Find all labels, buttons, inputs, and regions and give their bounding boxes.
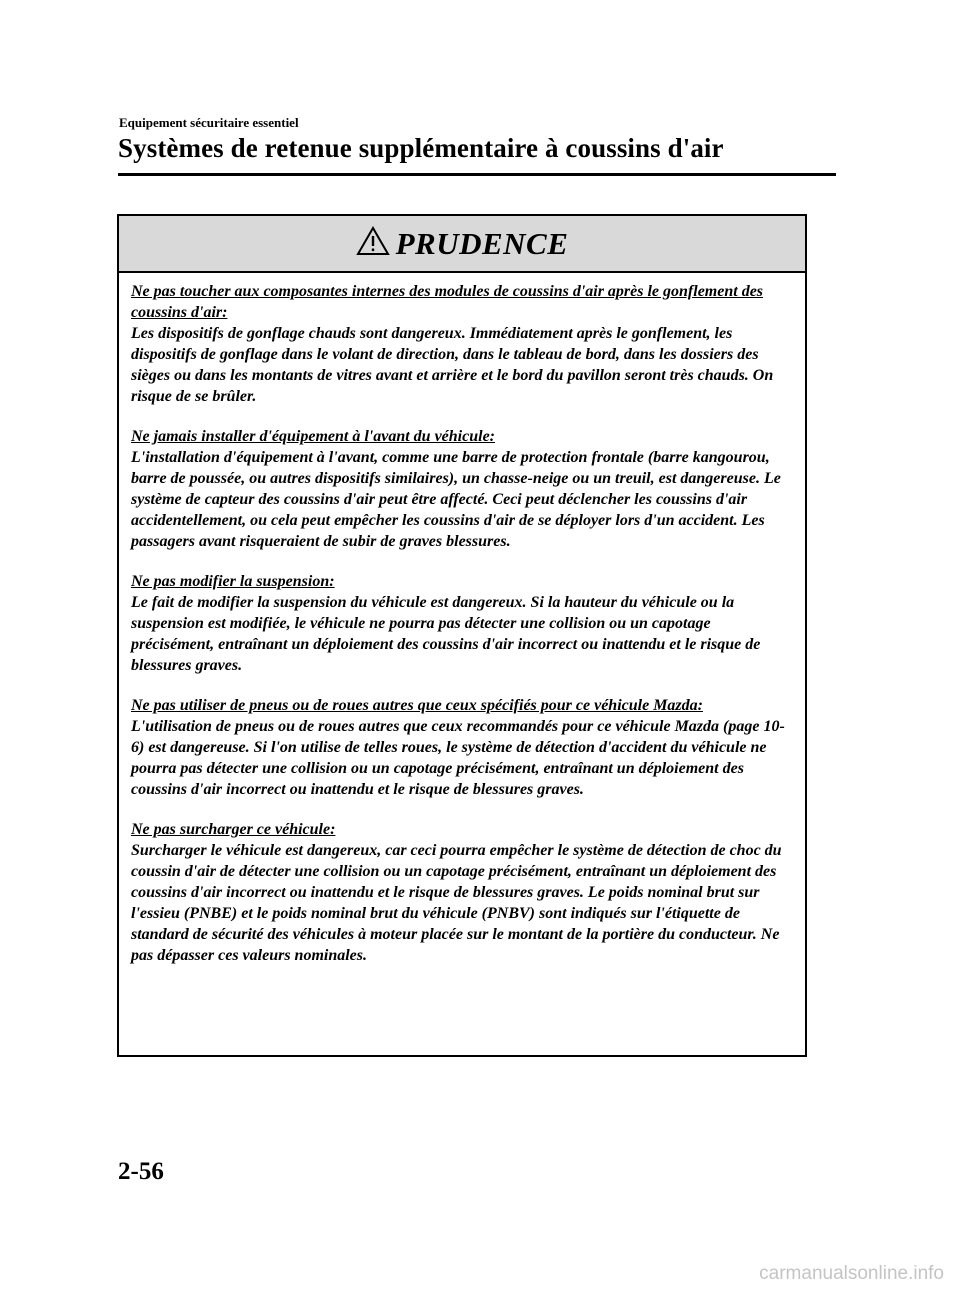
caution-item-text: Les dispositifs de gonflage chauds sont dangereux. Immédiatement après le gonflement, les dispositifs de gonflage dans le volant de direction, dans le tableau de bord, dans les dossiers des sièges ou dans les montants de vitres avant et arrière et le bord du pavillon seront très chauds. On risque de se brûler. [131, 325, 774, 405]
caution-item-text: L'installation d'équipement à l'avant, comme une barre de protection frontale (barre kangourou, barre de poussée, ou autres dispositifs similaires), un chasse-neige ou un treuil, est dangereuse. Le système de capteur des coussins d'air peut être affecté. Ceci peut déclencher les coussins d'air accidentellement, ou cela peut empêcher les coussins d'air de se déployer lors d'un accident. Les passagers avant risqueraient de subir de graves blessures. [131, 449, 781, 550]
caution-item [131, 819, 795, 966]
caution-item-heading: Ne jamais installer d'équipement à l'avant du véhicule: [131, 428, 495, 445]
caution-item-heading: Ne pas surcharger ce véhicule: [131, 821, 336, 838]
caution-item [131, 281, 795, 407]
watermark: carmanualsonline.info [759, 1263, 944, 1284]
section-label: Equipement sécuritaire essentiel [119, 115, 299, 130]
caution-header [119, 216, 805, 273]
caution-item [131, 571, 795, 676]
warning-triangle-icon [356, 226, 390, 256]
caution-item-text: Surcharger le véhicule est dangereux, car ceci pourra empêcher le système de détection de choc du coussin d'air de détecter une collision ou un capotage précisément, entraînant un déploiement des coussins d'air incorrect ou inattendu et le risque de blessures graves. Le poids nominal brut sur l'essieu (PNBE) et le poids nominal brut du véhicule (PNBV) sont indiqués sur l'étiquette de standard de sécurité des véhicules à moteur placée sur le montant de la portière du conducteur. Ne pas dépasser ces valeurs nominales. [131, 842, 782, 964]
caution-title: PRUDENCE [395, 225, 569, 261]
caution-item-text: L'utilisation de pneus ou de roues autres que ceux recommandés pour ce véhicule Mazda (page 10-6) est dangereuse. Si l'on utilise de telles roues, le système de détection d'accident du véhicule ne pourra pas détecter une collision ou un capotage précisément, entraînant un déploiement des coussins d'air incorrect ou inattendu et le risque de blessures graves. [131, 718, 785, 798]
page-number: 2-56 [118, 1158, 164, 1185]
caution-body [119, 273, 805, 966]
caution-item [131, 426, 795, 552]
caution-item-heading: Ne pas utiliser de pneus ou de roues autres que ceux spécifiés pour ce véhicule Mazda: [131, 697, 703, 714]
caution-item [131, 695, 795, 800]
caution-item-heading: Ne pas toucher aux composantes internes des modules de coussins d'air après le gonflement des coussins d'air: [131, 283, 764, 321]
title-divider [118, 173, 836, 176]
caution-item-text: Le fait de modifier la suspension du véhicule est dangereux. Si la hauteur du véhicule ou la suspension est modifiée, le véhicule ne pourra pas détecter une collision ou un capotage précisément, entraînant un déploiement des coussins d'air incorrect ou inattendu et le risque de blessures graves. [131, 594, 761, 674]
caution-item-heading: Ne pas modifier la suspension: [131, 573, 335, 590]
caution-box [117, 214, 807, 1057]
page-title: Systèmes de retenue supplémentaire à coussins d'air [118, 133, 724, 163]
